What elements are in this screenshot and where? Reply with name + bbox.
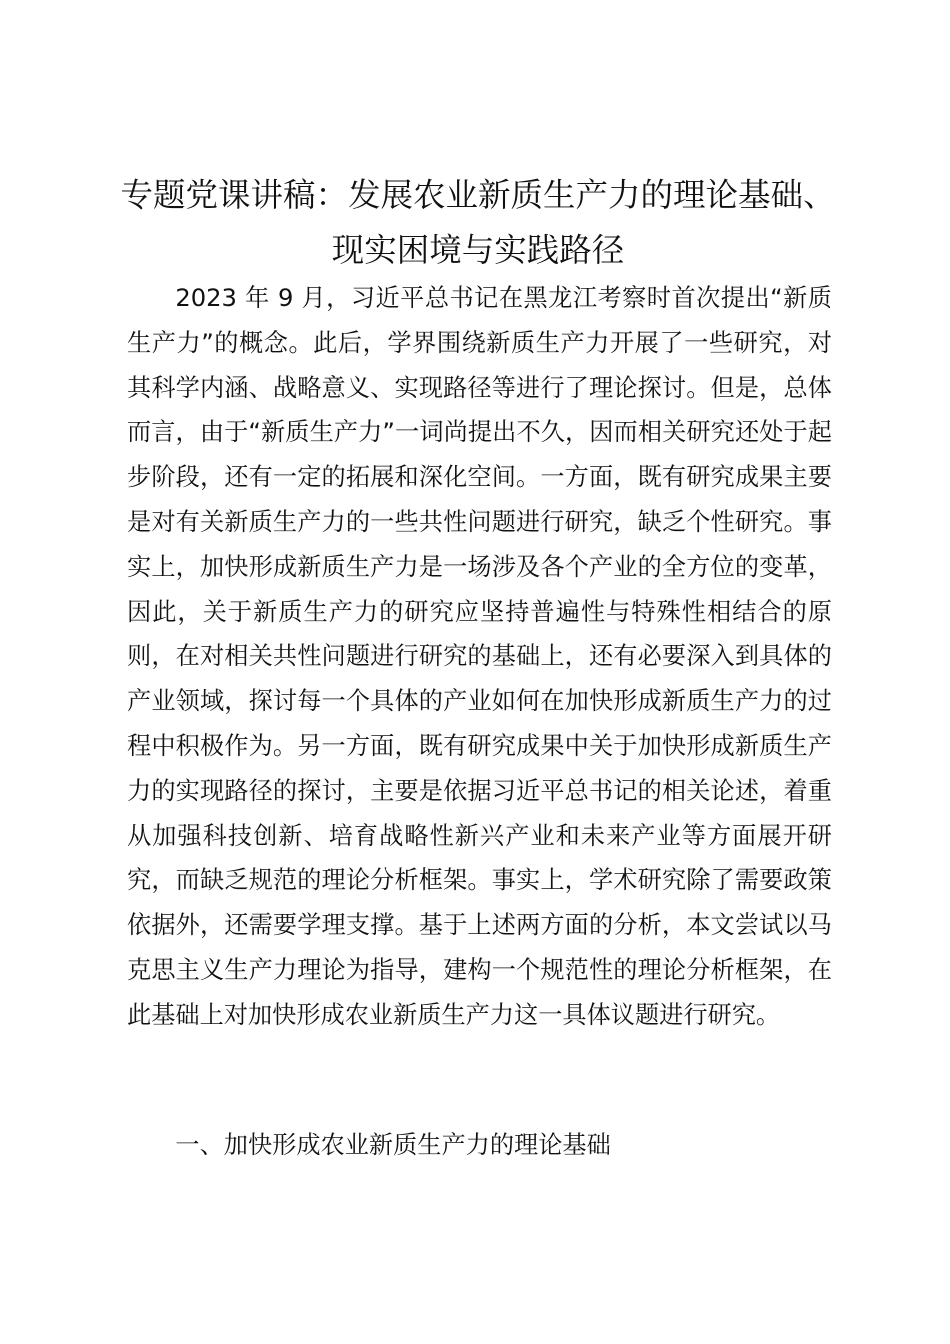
document-title: 专题党课讲稿：发展农业新质生产力的理论基础、现实困境与实践路径 [120, 176, 836, 269]
intro-paragraph: 2023 年 9 月，习近平总书记在黑龙江考察时首次提出“新质生产力”的概念。此后，学界围绕新质生产力开展了一些研究，对其科学内涵、战略意义、实现路径等进行了理论探讨。但是，总体而言，由于“新质生产力”一词尚提出不久，因而相关研究还处于起步阶段，还有一定的拓展和深化空间。一方面，既有研究成果主要是对有关新质生产力的一些共性问题进行研究，缺乏个性研究。事实上，加快形成新质生产力是一场涉及各个产业的全方位的变革，因此，关于新质生产力的研究应坚持普遍性与特殊性相结合的原则，在对相关共性问题进行研究的基础上，还有必要深入到具体的产业领域，探讨每一个具体的产业如何在加快形成新质生产力的过程中积极作为。另一方面，既有研究成果中关于加快形成新质生产力的实现路径的探讨，主要是依据习近平总书记的相关论述，着重从加强科技创新、培育战略性新兴产业和未来产业等方面展开研究，而缺乏规范的理论分析框架。事实上，学术研究除了需要政策依据外，还需要学理支撑。基于上述两方面的分析，本文尝试以马克思主义生产力理论为指导，建构一个规范性的理论分析框架，在此基础上对加快形成农业新质生产力这一具体议题进行研究。 [127, 284, 832, 1029]
section-heading: 一、加快形成农业新质生产力的理论基础 [175, 1131, 611, 1159]
